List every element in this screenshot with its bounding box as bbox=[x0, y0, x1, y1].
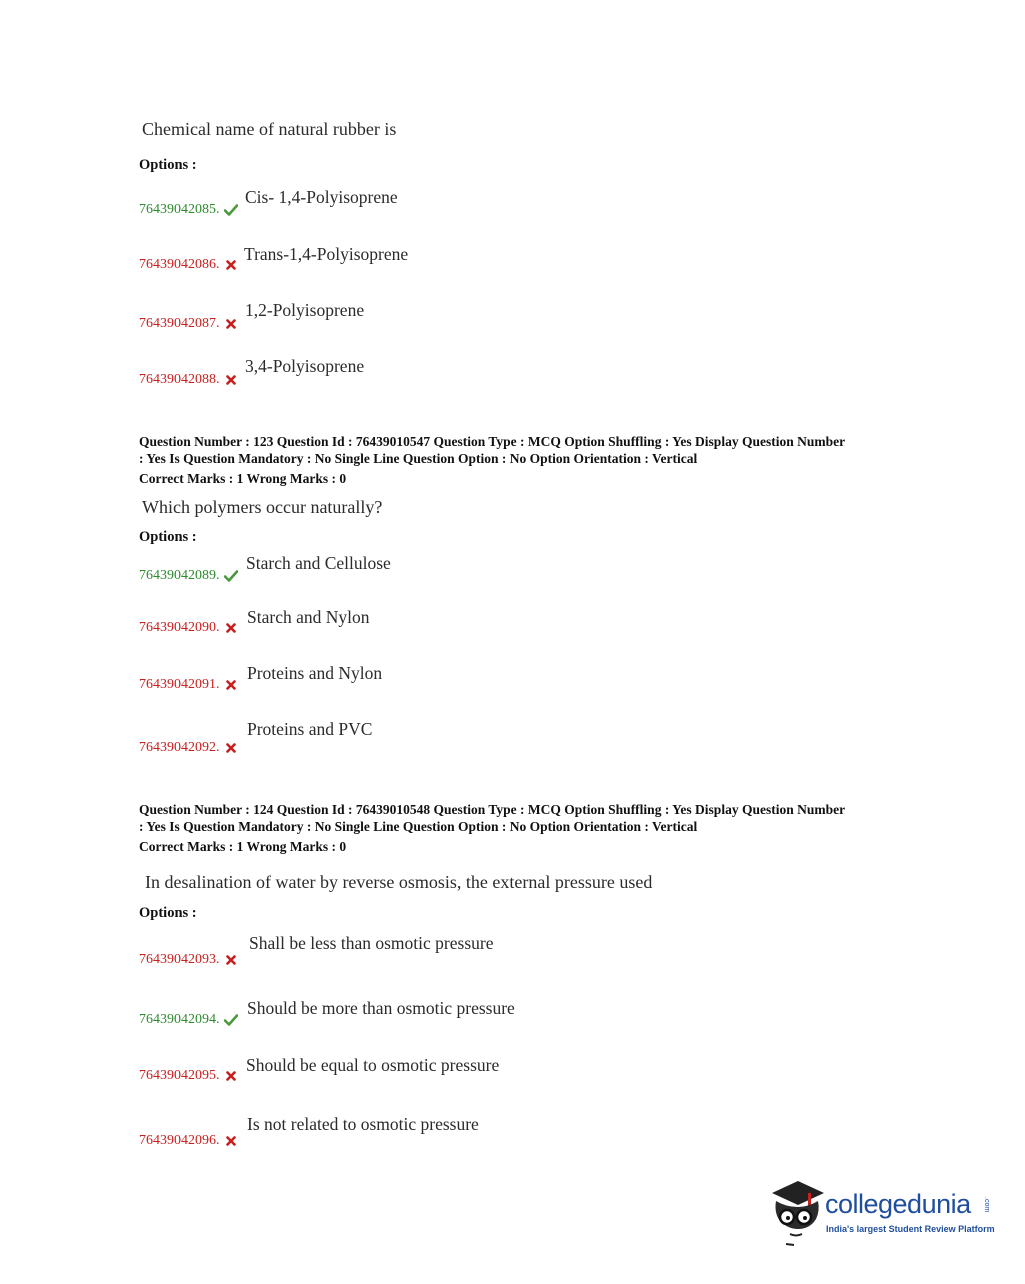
option-id-label: 76439042092. bbox=[139, 740, 220, 755]
cross-icon bbox=[224, 258, 238, 272]
option-text: Should be equal to osmotic pressure bbox=[246, 1055, 500, 1075]
marks-line: Correct Marks : 1 Wrong Marks : 0 bbox=[139, 471, 347, 486]
option-id-label: 76439042088. bbox=[139, 372, 220, 387]
cross-icon bbox=[224, 678, 238, 692]
marks-line: Correct Marks : 1 Wrong Marks : 0 bbox=[139, 839, 347, 854]
cross-icon bbox=[224, 317, 238, 331]
question-text: Which polymers occur naturally? bbox=[142, 497, 383, 517]
options-label: Options : bbox=[139, 905, 197, 921]
collegedunia-logo bbox=[768, 1177, 998, 1247]
cross-icon bbox=[224, 741, 238, 755]
option-id-label: 76439042086. bbox=[139, 257, 220, 272]
option-id bbox=[139, 677, 238, 693]
option-text: Trans-1,4-Polyisoprene bbox=[244, 244, 409, 264]
options-label: Options : bbox=[139, 529, 197, 545]
option-text: Should be more than osmotic pressure bbox=[247, 998, 515, 1018]
option-id-label: 76439042085. bbox=[139, 202, 220, 217]
option-text: Starch and Cellulose bbox=[246, 553, 391, 573]
option-id-label: 76439042091. bbox=[139, 677, 220, 692]
option-id-label: 76439042089. bbox=[139, 568, 220, 583]
option-text: Cis- 1,4-Polyisoprene bbox=[245, 187, 398, 207]
option-text: Starch and Nylon bbox=[247, 607, 370, 627]
option-text: 3,4-Polyisoprene bbox=[245, 356, 365, 376]
option-id bbox=[139, 740, 238, 756]
question-meta-line: : Yes Is Question Mandatory : No Single Line Question Option : No Option Orientation : Vertical bbox=[139, 819, 698, 834]
mascot-icon bbox=[768, 1177, 826, 1247]
logo-suffix: .com bbox=[983, 1197, 990, 1213]
logo-tagline: India's largest Student Review Platform bbox=[826, 1224, 995, 1234]
question-meta bbox=[139, 801, 919, 855]
option-text: Proteins and PVC bbox=[247, 719, 373, 739]
option-id bbox=[139, 316, 238, 332]
question-text: In desalination of water by reverse osmosis, the external pressure used bbox=[145, 872, 653, 892]
cross-icon bbox=[224, 953, 238, 967]
check-icon bbox=[224, 569, 238, 583]
option-text: Shall be less than osmotic pressure bbox=[249, 933, 494, 953]
option-id bbox=[139, 952, 238, 968]
option-text: Proteins and Nylon bbox=[247, 663, 383, 683]
option-id bbox=[139, 372, 238, 388]
cross-icon bbox=[224, 621, 238, 635]
option-id-label: 76439042087. bbox=[139, 316, 220, 331]
option-id bbox=[139, 620, 238, 636]
option-id bbox=[139, 568, 238, 584]
cross-icon bbox=[224, 373, 238, 387]
question-meta-line: : Yes Is Question Mandatory : No Single Line Question Option : No Option Orientation : Vertical bbox=[139, 451, 698, 466]
check-icon bbox=[224, 1013, 238, 1027]
option-id-label: 76439042090. bbox=[139, 620, 220, 635]
question-text: Chemical name of natural rubber is bbox=[142, 119, 397, 139]
option-id bbox=[139, 1068, 238, 1084]
cross-icon bbox=[224, 1069, 238, 1083]
option-id bbox=[139, 1012, 238, 1028]
option-id-label: 76439042094. bbox=[139, 1012, 220, 1027]
option-text: Is not related to osmotic pressure bbox=[247, 1114, 479, 1134]
cross-icon bbox=[224, 1134, 238, 1148]
option-id bbox=[139, 257, 238, 273]
question-meta bbox=[139, 433, 919, 487]
options-label: Options : bbox=[139, 157, 197, 173]
check-icon bbox=[224, 203, 238, 217]
question-meta-line: Question Number : 124 Question Id : 76439010548 Question Type : MCQ Option Shuffling : Yes Display Question Number bbox=[139, 802, 846, 817]
option-id-label: 76439042095. bbox=[139, 1068, 220, 1083]
question-meta-line: Question Number : 123 Question Id : 76439010547 Question Type : MCQ Option Shuffling : Yes Display Question Number bbox=[139, 434, 846, 449]
option-id bbox=[139, 1133, 238, 1149]
option-id-label: 76439042096. bbox=[139, 1133, 220, 1148]
option-id-label: 76439042093. bbox=[139, 952, 220, 967]
logo-wordmark: collegedunia bbox=[825, 1189, 971, 1219]
option-id bbox=[139, 202, 238, 218]
option-text: 1,2-Polyisoprene bbox=[245, 300, 365, 320]
